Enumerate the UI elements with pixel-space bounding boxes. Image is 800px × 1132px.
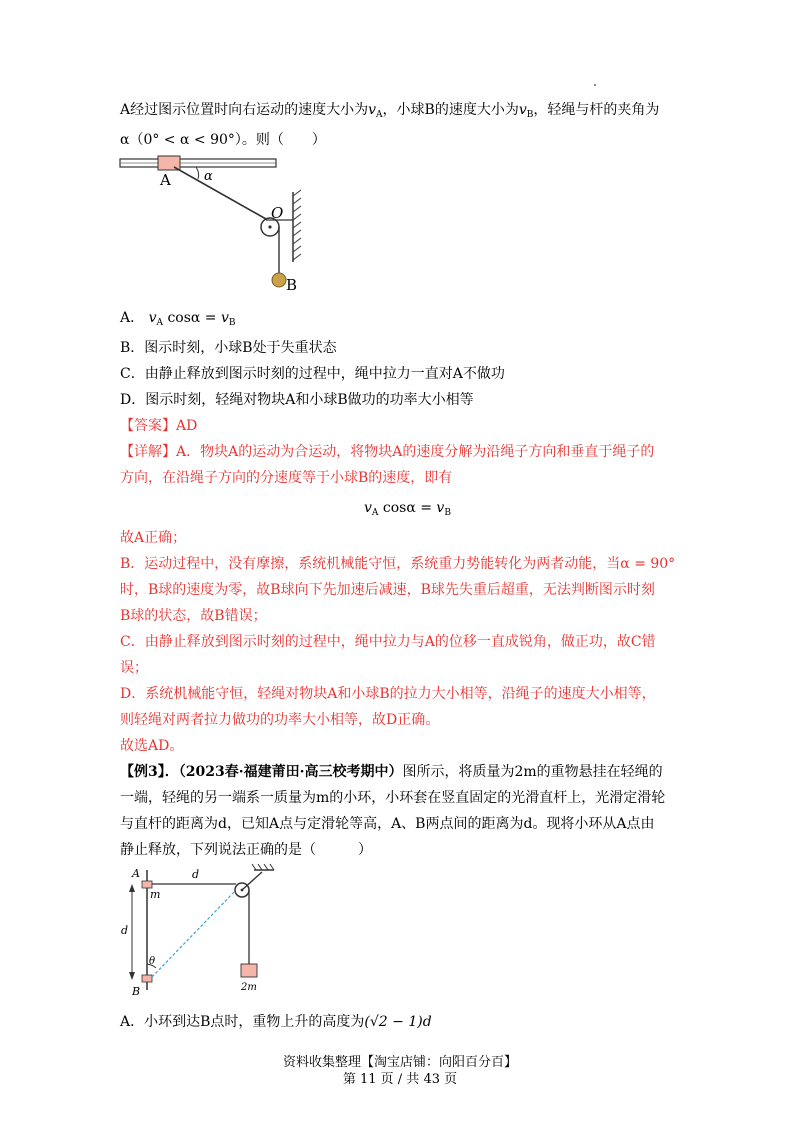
- scan-speck: [594, 84, 596, 86]
- analysis-line6: B球的状态，故B错误；: [120, 608, 267, 624]
- option-C: C．由静止释放到图示时刻的过程中，绳中拉力一直对A不做功: [120, 366, 505, 382]
- problem2-line1: 【例3】．（2023春·福建莆田·高三校考期中）图所示，将质量为2m的重物悬挂在轻绳的: [120, 764, 663, 780]
- answer: 【答案】AD: [120, 418, 198, 434]
- option-B: B．图示时刻，小球B处于失重状态: [120, 340, 337, 356]
- analysis-line9: D．系统机械能守恒，轻绳对物块A和小球B的拉力大小相等，沿绳子的速度大小相等，: [120, 686, 656, 702]
- label-O: O: [271, 204, 284, 222]
- rope-A-O: [174, 167, 266, 219]
- analysis-line8: 误；: [120, 660, 148, 676]
- problem1-intro-line2: α（0° < α < 90°）。则（ ）: [120, 132, 326, 148]
- ring-at-A: [142, 881, 152, 888]
- problem2-line2: 一端，轻绳的另一端系一质量为m的小环，小环套在竖直固定的光滑直杆上，光滑定滑轮: [120, 790, 666, 806]
- ball-B: [272, 273, 286, 287]
- analysis-line1: 【详解】A．物块A的运动为合运动，将物块A的速度分解为沿绳子方向和垂直于绳子的: [120, 444, 655, 460]
- footer-line1: 资料收集整理【淘宝店铺：向阳百分百】: [282, 1055, 517, 1070]
- footer-page-number: 第 11 页 / 共 43 页: [342, 1072, 458, 1087]
- analysis-line7: C．由静止释放到图示时刻的过程中，绳中拉力与A的位移一直成锐角，做正功，故C错: [120, 634, 656, 650]
- label-d-left: d: [121, 924, 129, 937]
- problem1-intro-line1: A经过图示位置时向右运动的速度大小为$v_A$，小球B的速度大小为$v_B$，轻绳与杆的夹角为: [120, 102, 660, 120]
- option-D: D．图示时刻，轻绳对物块A和小球B做功的功率大小相等: [120, 392, 474, 408]
- label-theta: θ: [149, 956, 156, 967]
- problem2-line3: 与直杆的距离为d，已知A点与定滑轮等高，A、B两点间的距离为d。现将小环从A点由: [120, 816, 655, 832]
- label-A2: A: [132, 867, 140, 880]
- figure-ring-pulley: [118, 860, 278, 1000]
- analysis-line5: 时，B球的速度为零，故B球向下先加速后减速，B球先失重后超重，无法判断图示时刻: [120, 582, 655, 598]
- analysis-line11: 故选AD。: [120, 738, 184, 754]
- analysis-line2: 方向，在沿绳子方向的分速度等于小球B的速度，即有: [120, 470, 453, 486]
- label-m: m: [150, 888, 161, 901]
- label-B: B: [286, 276, 298, 294]
- label-A: A: [160, 171, 171, 189]
- ring-at-B: [142, 975, 152, 982]
- dashed-rope: [152, 890, 236, 977]
- weight-2m: [241, 964, 257, 977]
- label-B2: B: [132, 985, 141, 998]
- label-alpha: α: [204, 169, 213, 184]
- figure-rod-ball: [118, 152, 318, 297]
- label-2m: 2m: [241, 982, 257, 993]
- label-d-top: d: [192, 868, 200, 881]
- problem2-option-A: A．小环到达B点时，重物上升的高度为(√2 − 1)d: [120, 1014, 432, 1030]
- analysis-line3: 故A正确；: [120, 530, 187, 546]
- problem2-line4: 静止释放，下列说法正确的是（ ）: [120, 842, 372, 858]
- analysis-line4: B．运动过程中，没有摩擦，系统机械能守恒，系统重力势能转化为两者动能，当α = 90°: [120, 556, 676, 572]
- analysis-line10: 则轻绳对两者拉力做功的功率大小相等，故D正确。: [120, 712, 440, 728]
- option-A: A． $v_A$ $\cos\alpha = v_B$: [120, 310, 236, 328]
- analysis-equation: $v_A$ $\cos\alpha = v_B$: [364, 500, 451, 518]
